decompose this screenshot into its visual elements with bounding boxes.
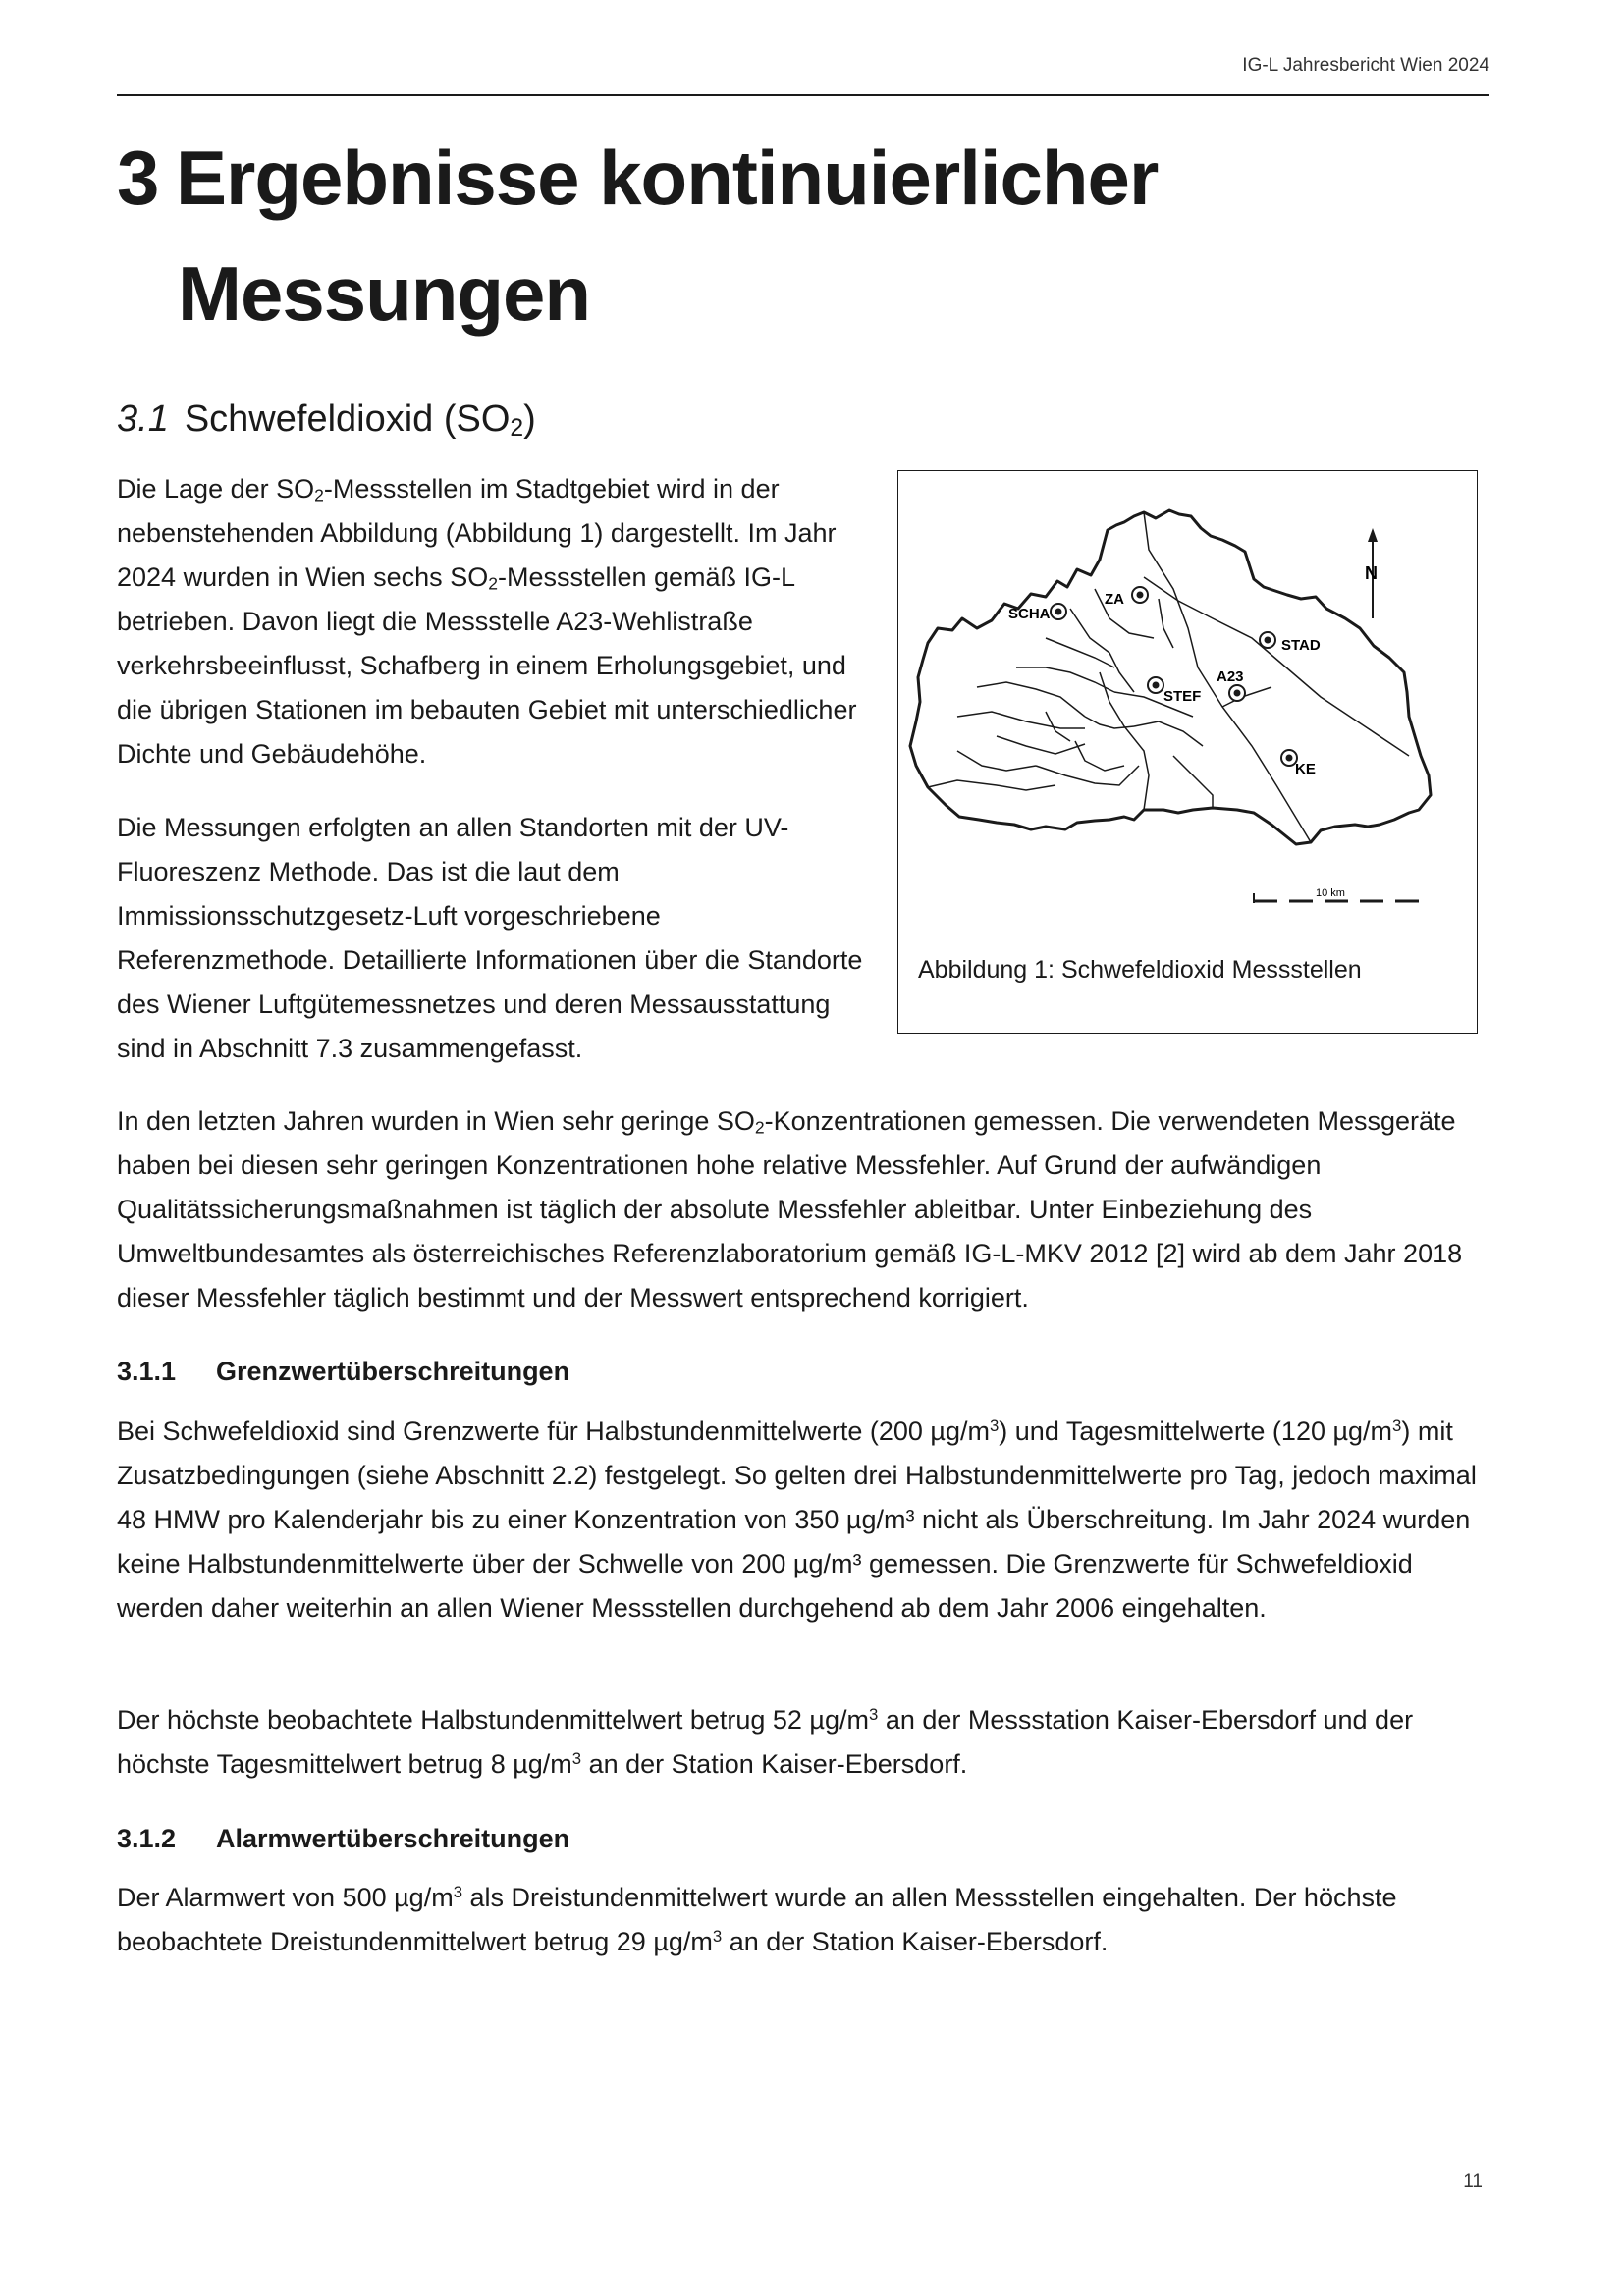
figure-caption: Abbildung 1: Schwefeldioxid Messstellen [918,956,1362,984]
paragraph-max-values: Der höchste beobachtete Halbstundenmittelwert betrug 52 $\mu g/m^3$ an der Messstation Kaiser-Ebersdorf und der höchste Tagesmittelwert betrug 8 $\mu g/m^3$ an der Station Kaiser-Ebersdorf. [117,1704,1414,1779]
svg-text:STEF: STEF [1163,688,1202,705]
subsection-title-alarmwert: 3.1.2 Alarmwertüberschreitungen [117,1824,570,1853]
svg-text:KE: KE [1295,761,1316,777]
north-arrow-icon [1365,528,1378,618]
section-number: 3.1 [117,399,169,440]
paragraph-measurement-method: Die Messungen erfolgten an allen Standorten mit der UV-Fluoreszenz Methode. Das ist die laut dem Immissionsschutzgesetz-Luft vorgeschriebene Referenzmethode. Detaillierte Informationen über die Standorte des Wiener Luftgütemessnetzes und deren Messausstattung sind in Abschnitt 7.3 zusammengefasst. [117,813,863,1063]
scale-bar [1254,887,1419,903]
paragraph-alarm-value: Der Alarmwert von 500 $\mu g/m^3$ als Dreistundenmittelwert wurde an allen Messstellen eingehalten. Der höchste beobachtete Dreistundenmittelwert betrug 29 $\mu g/m^3$ an der Station Kaiser-Ebersdorf. [117,1882,1397,1956]
chapter-number: 3 [117,134,159,221]
running-header: IG-L Jahresbericht Wien 2024 [1242,55,1489,76]
page-number: 11 [1463,2171,1483,2192]
svg-text:STAD: STAD [1281,637,1321,654]
svg-text:10 km: 10 km [1316,887,1345,899]
vienna-map [898,471,1479,942]
station-SCHA [1008,604,1066,622]
svg-text:N: N [1365,563,1378,583]
vienna-outline [910,510,1431,844]
section-title: 3.1 Schwefeldioxid $(SO_2)$ [117,399,536,442]
svg-text:ZA: ZA [1105,591,1124,608]
chapter-title-line1: Ergebnisse kontinuierlicher [176,134,1159,221]
chapter-title-line2: Messungen [178,250,591,337]
paragraph-limit-values: Bei Schwefeldioxid sind Grenzwerte für Halbstundenmittelwerte (200 $\mu g/m^3$) und Tagesmittelwerte (120 $\mu g/m^3$) mit Zusatzbedingungen (siehe Abschnitt 2.2) festgelegt. So gelten drei Halbstundenmittelwerte pro Tag, jedoch maximal 48 HMW pro Kalenderjahr bis zu einer Konzentration von 350 µg/m³ nicht als Überschreitung. Im Jahr 2024 wurden keine Halbstundenmittelwerte über der Schwelle von 200 µg/m³ gemessen. Die Grenzwerte für Schwefeldioxid werden daher weiterhin an allen Wiener Messstellen durchgehend ab dem Jahr 2006 eingehalten. [117,1415,1477,1623]
svg-text:SCHA: SCHA [1008,606,1051,622]
header-rule [117,94,1489,96]
figure-station-map [897,470,1478,1034]
paragraph-low-concentrations: In den letzten Jahren wurden in Wien sehr geringe $SO_2$-Konzentrationen gemessen. Die verwendeten Messgeräte haben bei diesen sehr geringen Konzentrationen hohe relative Messfehler. Auf Grund der aufwändigen Qualitätssicherungsmaßnahmen ist täglich der absolute Messfehler ableitbar. Unter Einbeziehung des Umweltbundesamtes als österreichisches Referenzlaboratorium gemäß IG-L-MKV 2012 [2] wird ab dem Jahr 2018 dieser Messfehler täglich bestimmt und der Messwert entsprechend korrigiert. [117,1106,1463,1312]
paragraph-station-locations: Die Lage der $SO_2$-Messstellen im Stadtgebiet wird in der nebenstehenden Abbildung (Abbildung 1) dargestellt. Im Jahr 2024 wurden in Wien sechs $SO_2$-Messstellen gemäß IG-L betrieben. Davon liegt die Messstelle A23-Wehlistraße verkehrsbeeinflusst, Schafberg in einem Erholungsgebiet, und die übrigen Stationen im bebauten Gebiet mit unterschiedlicher Dichte und Gebäudehöhe. [117,474,857,769]
svg-text:A23: A23 [1217,668,1244,685]
chapter-title [117,120,1393,351]
subsection-title-grenzwert: 3.1.1 Grenzwertüberschreitungen [117,1357,570,1386]
